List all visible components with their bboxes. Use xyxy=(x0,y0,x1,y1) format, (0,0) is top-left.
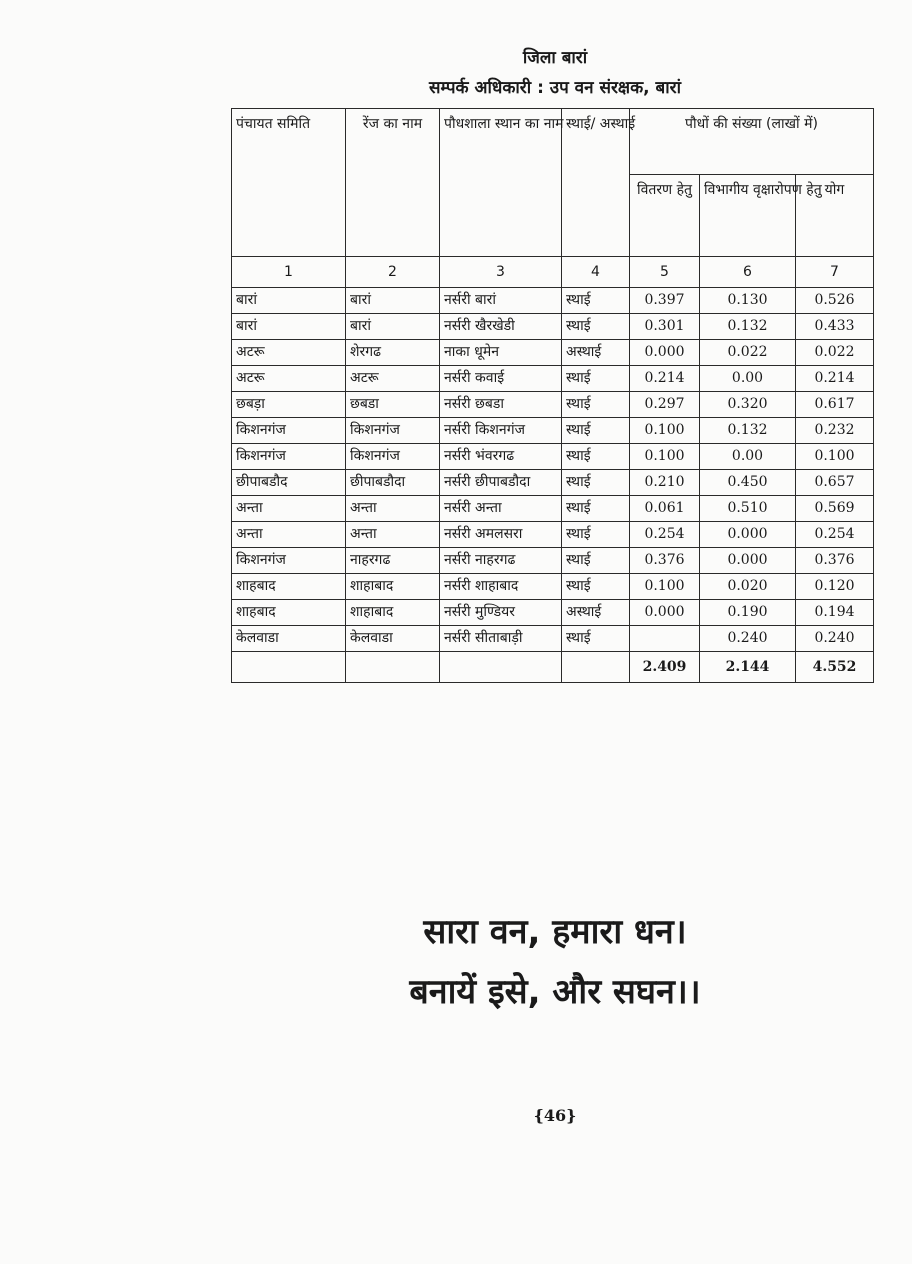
cell-nursery: नर्सरी अमलसरा xyxy=(440,522,562,548)
table-row xyxy=(232,366,874,392)
header-departmental: विभागीय वृक्षारोपण हेतु xyxy=(700,175,796,257)
cell-panchayat: किशनगंज xyxy=(232,418,346,444)
cell-type: स्थाई xyxy=(562,574,630,600)
cell-range: नाहरगढ xyxy=(346,548,440,574)
cell-distribution: 0.210 xyxy=(630,470,700,496)
cell-type: स्थाई xyxy=(562,496,630,522)
cell-distribution: 0.000 xyxy=(630,600,700,626)
table-row xyxy=(232,522,874,548)
nursery-table xyxy=(231,108,874,683)
cell-total: 0.433 xyxy=(796,314,874,340)
cell-departmental: 0.022 xyxy=(700,340,796,366)
cell-type: स्थाई xyxy=(562,470,630,496)
cell-total: 0.120 xyxy=(796,574,874,600)
table-row xyxy=(232,548,874,574)
table-row xyxy=(232,288,874,314)
cell-distribution: 0.301 xyxy=(630,314,700,340)
cell-range: किशनगंज xyxy=(346,444,440,470)
column-number: 7 xyxy=(796,257,874,288)
table-row xyxy=(232,418,874,444)
cell-distribution: 0.000 xyxy=(630,340,700,366)
column-number: 3 xyxy=(440,257,562,288)
cell-total: 0.194 xyxy=(796,600,874,626)
cell-total: 0.376 xyxy=(796,548,874,574)
cell-distribution: 0.297 xyxy=(630,392,700,418)
cell-panchayat: अन्ता xyxy=(232,496,346,522)
slogan-line-2: बनायें इसे, और सघन।। xyxy=(409,972,701,1012)
total-distribution: 2.409 xyxy=(630,652,700,683)
cell-panchayat: छबड़ा xyxy=(232,392,346,418)
cell-type: स्थाई xyxy=(562,522,630,548)
slogan-line-1: सारा वन, हमारा धन। xyxy=(423,912,687,952)
cell-total: 0.100 xyxy=(796,444,874,470)
cell-departmental: 0.510 xyxy=(700,496,796,522)
cell-type: अस्थाई xyxy=(562,600,630,626)
cell-departmental: 0.240 xyxy=(700,626,796,652)
cell-departmental: 0.450 xyxy=(700,470,796,496)
cell-range: अन्ता xyxy=(346,522,440,548)
cell-distribution: 0.061 xyxy=(630,496,700,522)
cell-total: 0.232 xyxy=(796,418,874,444)
cell-departmental: 0.00 xyxy=(700,366,796,392)
cell-panchayat: किशनगंज xyxy=(232,444,346,470)
cell-range: छीपाबडौदा xyxy=(346,470,440,496)
cell-distribution: 0.100 xyxy=(630,574,700,600)
header-plants: पौधों की संख्या (लाखों में) xyxy=(630,109,874,175)
table-row xyxy=(232,314,874,340)
cell-range: अन्ता xyxy=(346,496,440,522)
cell-departmental: 0.00 xyxy=(700,444,796,470)
cell-total: 0.657 xyxy=(796,470,874,496)
cell-nursery: नर्सरी छबडा xyxy=(440,392,562,418)
page-number: {46} xyxy=(533,1106,577,1125)
cell-range: केलवाडा xyxy=(346,626,440,652)
cell-nursery: नर्सरी खैरखेडी xyxy=(440,314,562,340)
cell-nursery: नर्सरी सीताबाड़ी xyxy=(440,626,562,652)
header-panchayat: पंचायत समिति xyxy=(232,109,346,257)
cell-distribution xyxy=(630,626,700,652)
cell-panchayat: अटरू xyxy=(232,340,346,366)
cell-type: स्थाई xyxy=(562,288,630,314)
cell-departmental: 0.130 xyxy=(700,288,796,314)
column-number: 6 xyxy=(700,257,796,288)
cell-departmental: 0.020 xyxy=(700,574,796,600)
cell-panchayat: बारां xyxy=(232,314,346,340)
cell-departmental: 0.000 xyxy=(700,548,796,574)
cell-range: बारां xyxy=(346,288,440,314)
cell-panchayat: छीपाबडौद xyxy=(232,470,346,496)
cell-type: स्थाई xyxy=(562,392,630,418)
table-row xyxy=(232,340,874,366)
cell-range: बारां xyxy=(346,314,440,340)
table-row xyxy=(232,626,874,652)
total-departmental: 2.144 xyxy=(700,652,796,683)
cell-panchayat: अन्ता xyxy=(232,522,346,548)
cell-nursery: नर्सरी अन्ता xyxy=(440,496,562,522)
table-row xyxy=(232,392,874,418)
column-number: 5 xyxy=(630,257,700,288)
cell-type: अस्थाई xyxy=(562,340,630,366)
cell-nursery: नर्सरी मुण्डियर xyxy=(440,600,562,626)
cell-total: 0.240 xyxy=(796,626,874,652)
cell-type: स्थाई xyxy=(562,418,630,444)
cell-type: स्थाई xyxy=(562,444,630,470)
table-row xyxy=(232,496,874,522)
cell-total: 0.569 xyxy=(796,496,874,522)
district-title: जिला बारां xyxy=(522,48,588,68)
cell-range: शाहाबाद xyxy=(346,600,440,626)
header-distribution: वितरण हेतु xyxy=(630,175,700,257)
cell-total: 0.022 xyxy=(796,340,874,366)
cell-nursery: नर्सरी भंवरगढ xyxy=(440,444,562,470)
column-number: 2 xyxy=(346,257,440,288)
cell-range: किशनगंज xyxy=(346,418,440,444)
cell-total: 0.254 xyxy=(796,522,874,548)
cell-distribution: 0.100 xyxy=(630,444,700,470)
cell-distribution: 0.376 xyxy=(630,548,700,574)
cell-panchayat: शाहबाद xyxy=(232,600,346,626)
cell-nursery: नाका धूमेन xyxy=(440,340,562,366)
column-number: 1 xyxy=(232,257,346,288)
cell-distribution: 0.214 xyxy=(630,366,700,392)
cell-range: शेरगढ xyxy=(346,340,440,366)
cell-type: स्थाई xyxy=(562,314,630,340)
header-total: योग xyxy=(796,175,874,257)
table-row xyxy=(232,444,874,470)
table-row xyxy=(232,470,874,496)
cell-type: स्थाई xyxy=(562,548,630,574)
cell-nursery: नर्सरी किशनगंज xyxy=(440,418,562,444)
cell-panchayat: बारां xyxy=(232,288,346,314)
contact-officer: सम्पर्क अधिकारी : उप वन संरक्षक, बारां xyxy=(428,78,682,98)
total-sum: 4.552 xyxy=(796,652,874,683)
column-number-row xyxy=(232,257,874,288)
header-type: स्थाई/ अस्थाई xyxy=(562,109,630,257)
table-row xyxy=(232,574,874,600)
cell-panchayat: किशनगंज xyxy=(232,548,346,574)
cell-distribution: 0.254 xyxy=(630,522,700,548)
cell-panchayat: शाहबाद xyxy=(232,574,346,600)
cell-departmental: 0.000 xyxy=(700,522,796,548)
cell-departmental: 0.190 xyxy=(700,600,796,626)
table-row xyxy=(232,600,874,626)
cell-departmental: 0.132 xyxy=(700,314,796,340)
header-range: रेंज का नाम xyxy=(346,109,440,257)
cell-type: स्थाई xyxy=(562,366,630,392)
cell-range: शाहाबाद xyxy=(346,574,440,600)
cell-panchayat: अटरू xyxy=(232,366,346,392)
cell-type: स्थाई xyxy=(562,626,630,652)
cell-total: 0.617 xyxy=(796,392,874,418)
cell-nursery: नर्सरी छीपाबडौदा xyxy=(440,470,562,496)
cell-range: अटरू xyxy=(346,366,440,392)
cell-panchayat: केलवाडा xyxy=(232,626,346,652)
cell-nursery: नर्सरी शाहाबाद xyxy=(440,574,562,600)
cell-departmental: 0.320 xyxy=(700,392,796,418)
header-nursery: पौधशाला स्थान का नाम xyxy=(440,109,562,257)
cell-range: छबडा xyxy=(346,392,440,418)
cell-total: 0.526 xyxy=(796,288,874,314)
cell-total: 0.214 xyxy=(796,366,874,392)
cell-nursery: नर्सरी नाहरगढ xyxy=(440,548,562,574)
totals-row xyxy=(232,652,874,683)
cell-distribution: 0.100 xyxy=(630,418,700,444)
cell-departmental: 0.132 xyxy=(700,418,796,444)
cell-nursery: नर्सरी कवाई xyxy=(440,366,562,392)
column-number: 4 xyxy=(562,257,630,288)
cell-nursery: नर्सरी बारां xyxy=(440,288,562,314)
cell-distribution: 0.397 xyxy=(630,288,700,314)
